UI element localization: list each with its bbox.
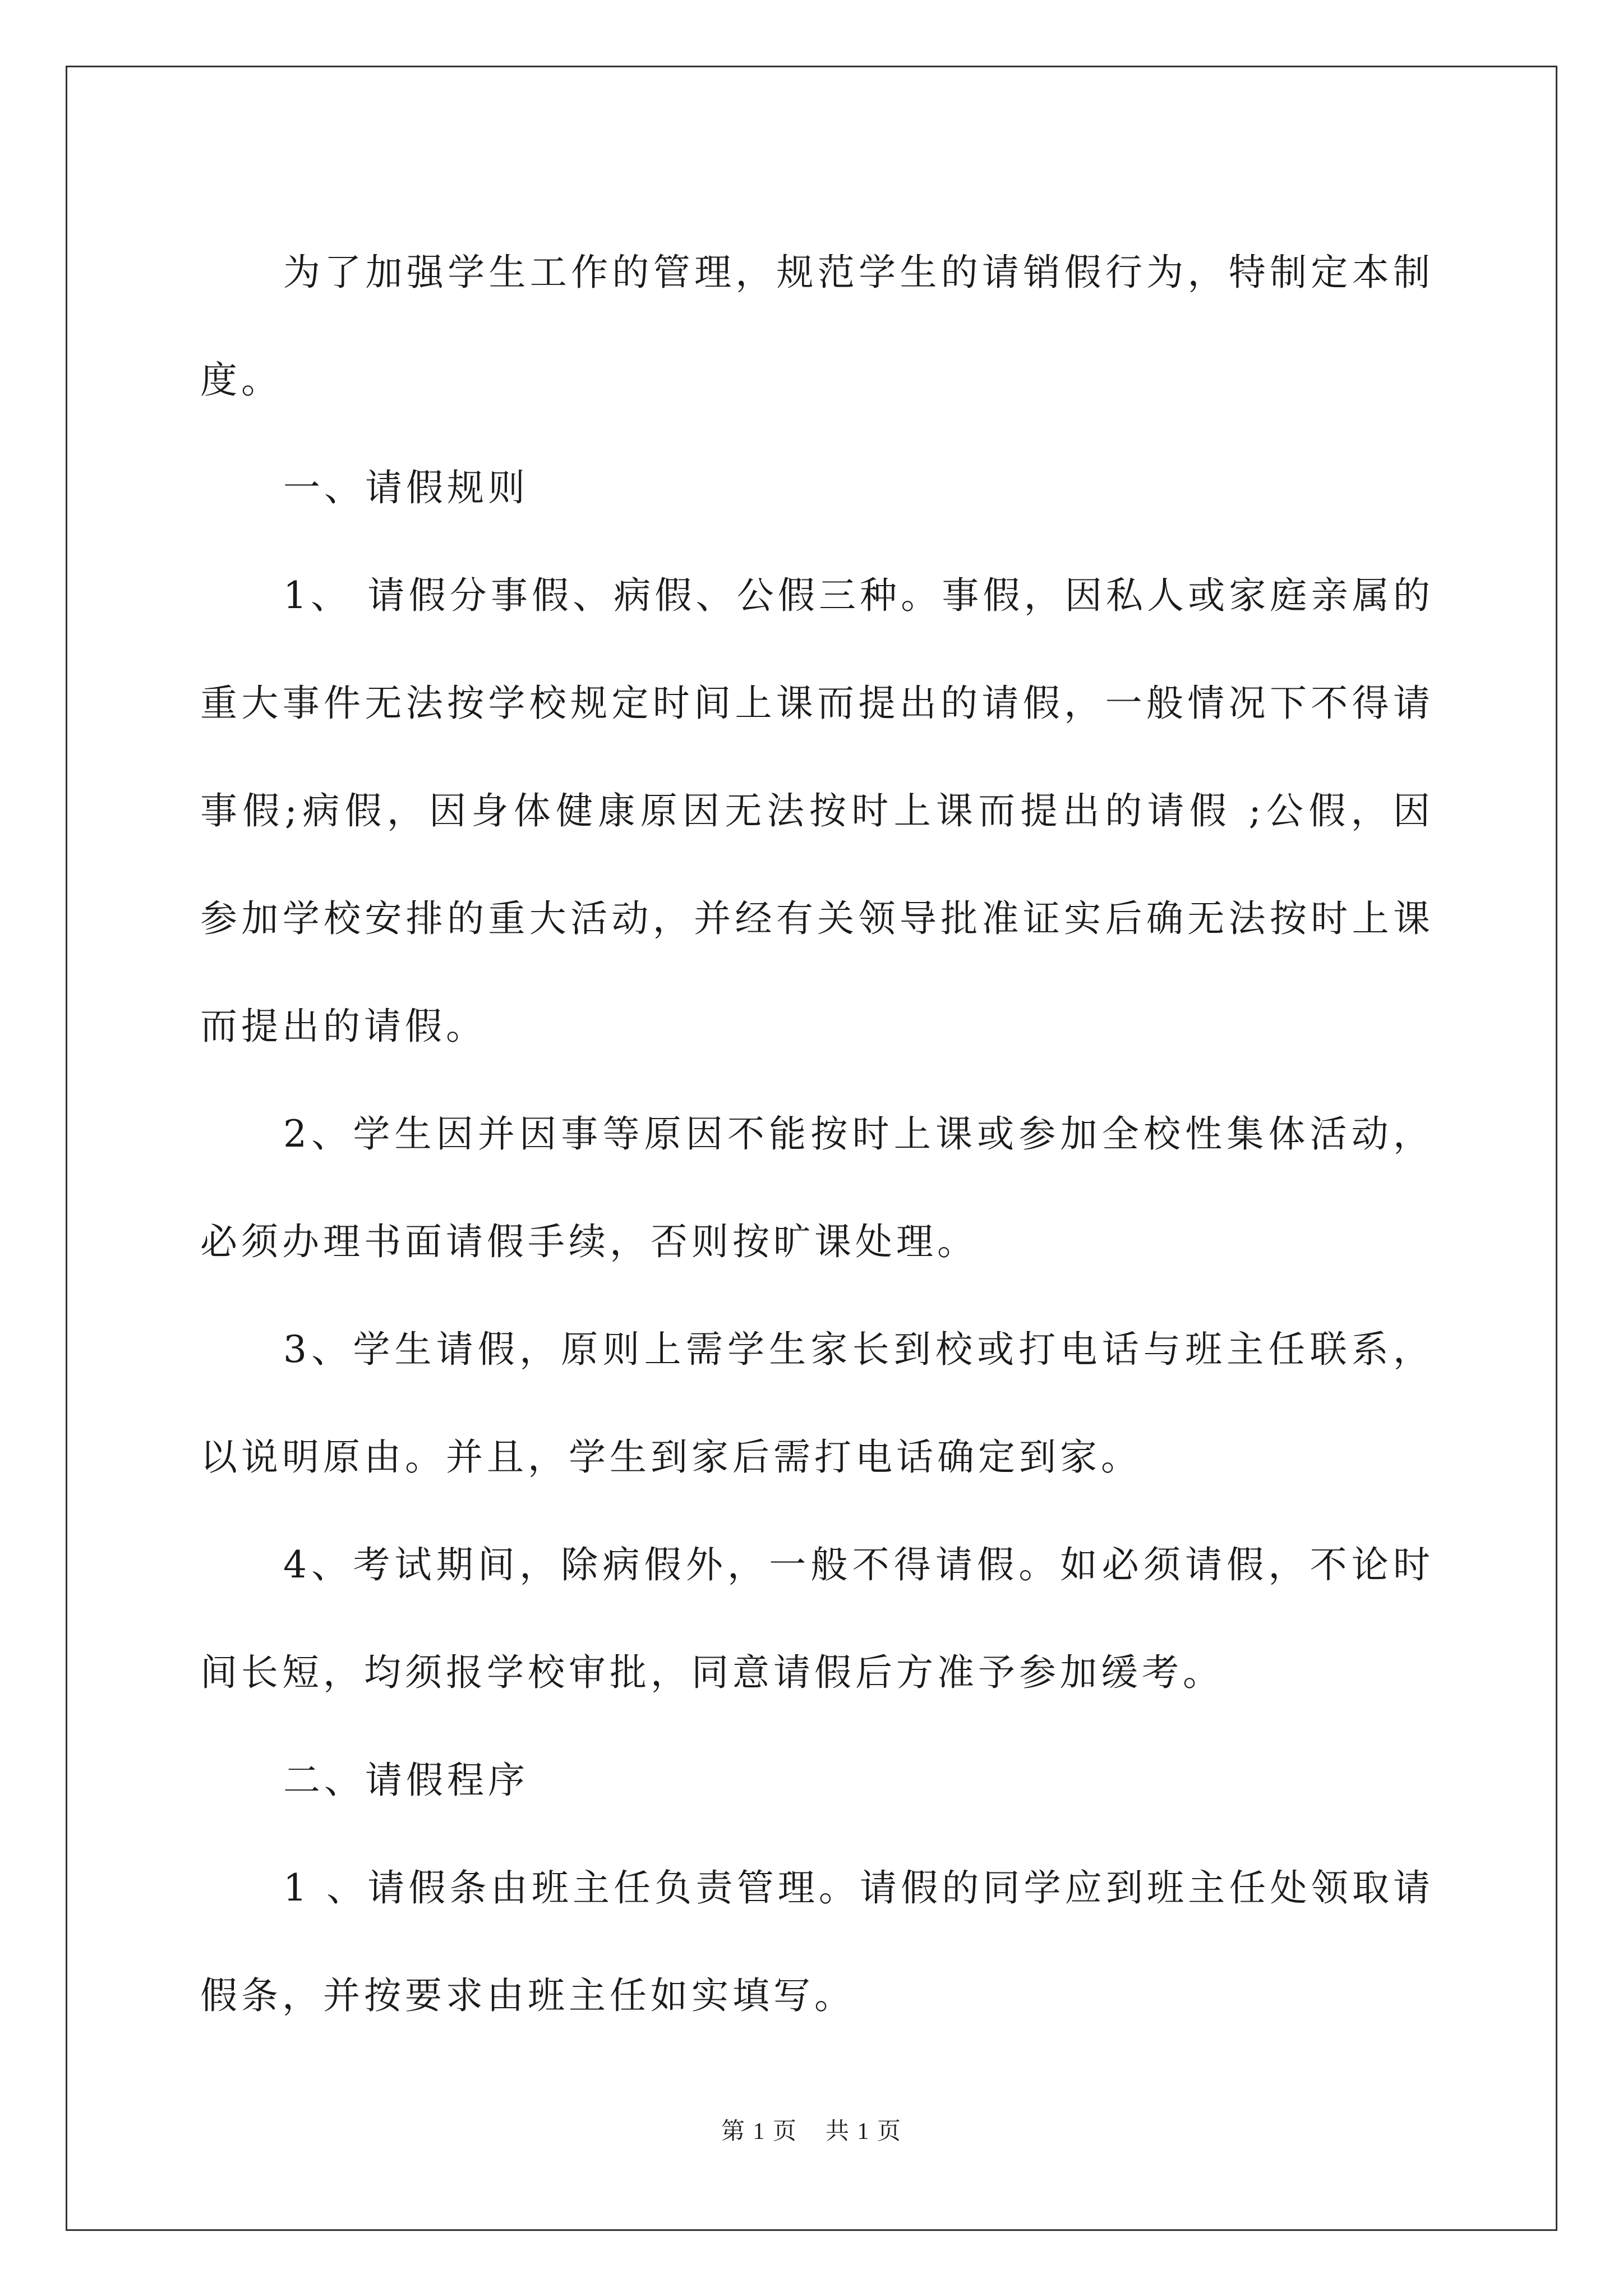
page-footer: [0, 2118, 1623, 2146]
page-number-total: 共 1 页: [826, 2119, 902, 2145]
section-heading-leave-procedure: 二、请假程序: [283, 1759, 529, 1802]
section-heading-leave-rules: 一、请假规则: [283, 466, 529, 509]
rule-paragraph-2: 2、学生因并因事等原因不能按时上课或参加全校性集体活动，必须办理书面请假手续，否则按旷课处理。: [200, 1112, 1434, 1263]
document-body: [200, 219, 1434, 2050]
rule-paragraph-1: 1、 请假分事假、病假、公假三种。事假，因私人或家庭亲属的重大事件无法按学校规定时间上课而提出的请假，一般情况下不得请事假;病假，因身体健康原因无法按时上课而提出的请假 ;公假，因参加学校安排的重大活动，并经有关领导批准证实后确无法按时上课而提出的请假。: [200, 574, 1434, 1048]
procedure-paragraph-1: 1 、请假条由班主任负责管理。请假的同学应到班主任处领取请假条，并按要求由班主任如实填写。: [200, 1866, 1434, 2017]
intro-paragraph: 为了加强学生工作的管理，规范学生的请销假行为，特制定本制度。: [200, 251, 1434, 402]
rule-paragraph-4: 4、考试期间，除病假外，一般不得请假。如必须请假，不论时间长短，均须报学校审批，同意请假后方准予参加缓考。: [200, 1543, 1434, 1694]
rule-paragraph-3: 3、学生请假，原则上需学生家长到校或打电话与班主任联系，以说明原由。并且，学生到家后需打电话确定到家。: [200, 1328, 1434, 1479]
page-number-current: 第 1 页: [721, 2119, 797, 2145]
